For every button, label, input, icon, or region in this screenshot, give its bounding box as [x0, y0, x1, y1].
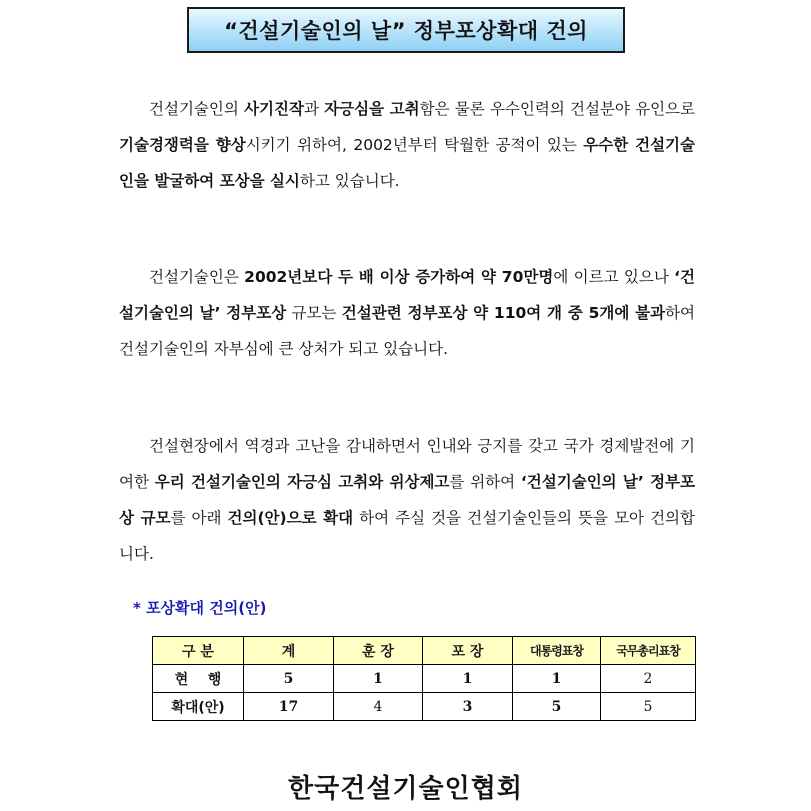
page-title: “건설기술인의 날” 정부포상확대 건의	[224, 19, 588, 43]
table-cell: 1	[423, 665, 513, 693]
table-cell: 17	[244, 693, 334, 721]
table-cell: 5	[244, 665, 334, 693]
paragraph-2: 건설기술인은 2002년보다 두 배 이상 증가하여 약 70만명에 이르고 있으나 ‘건설기술인의 날’ 정부포상 규모는 건설관련 정부포상 약 110여 개 중 5개에 불과하여 건설기술인의 자부심에 큰 상처가 되고 있습니다.	[119, 268, 696, 358]
proposal-note: * 포상확대 건의(안)	[133, 599, 267, 617]
paragraph-1: 건설기술인의 사기진작과 자긍심을 고취함은 물론 우수인력의 건설분야 유인으로 기술경쟁력을 향상시키기 위하여, 2002년부터 탁월한 공적이 있는 우수한 건설기술인을 발굴하여 포상을 실시하고 있습니다.	[119, 100, 695, 190]
table-cell: 5	[601, 693, 696, 721]
table-cell: 5	[513, 693, 601, 721]
paragraph-3: 건설현장에서 역경과 고난을 감내하면서 인내와 긍지를 갖고 국가 경제발전에 기여한 우리 건설기술인의 자긍심 고취와 위상제고를 위하여 ‘건설기술인의 날’ 정부포상 규모를 아래 건의(안)으로 확대 하여 주실 것을 건설기술인들의 뜻을 모아 건의합니다.	[119, 437, 695, 563]
table-row	[153, 665, 696, 693]
header-order: 훈 장	[334, 637, 423, 665]
header-presidential-citation: 대통령표창	[513, 637, 601, 665]
title-banner	[187, 7, 625, 53]
header-medal: 포 장	[423, 637, 513, 665]
table-row	[153, 693, 696, 721]
table-cell: 3	[423, 693, 513, 721]
header-category: 구 분	[153, 637, 244, 665]
table-cell: 1	[334, 665, 423, 693]
table-cell: 2	[601, 665, 696, 693]
header-pm-citation: 국무총리표창	[601, 637, 696, 665]
table-cell: 4	[334, 693, 423, 721]
row-label: 현 행	[153, 665, 244, 693]
table-cell: 1	[513, 665, 601, 693]
award-expansion-table	[152, 636, 696, 721]
organization-name: 한국건설기술인협회	[287, 774, 524, 804]
table-header-row	[153, 637, 696, 665]
header-total: 계	[244, 637, 334, 665]
row-label: 확대(안)	[153, 693, 244, 721]
